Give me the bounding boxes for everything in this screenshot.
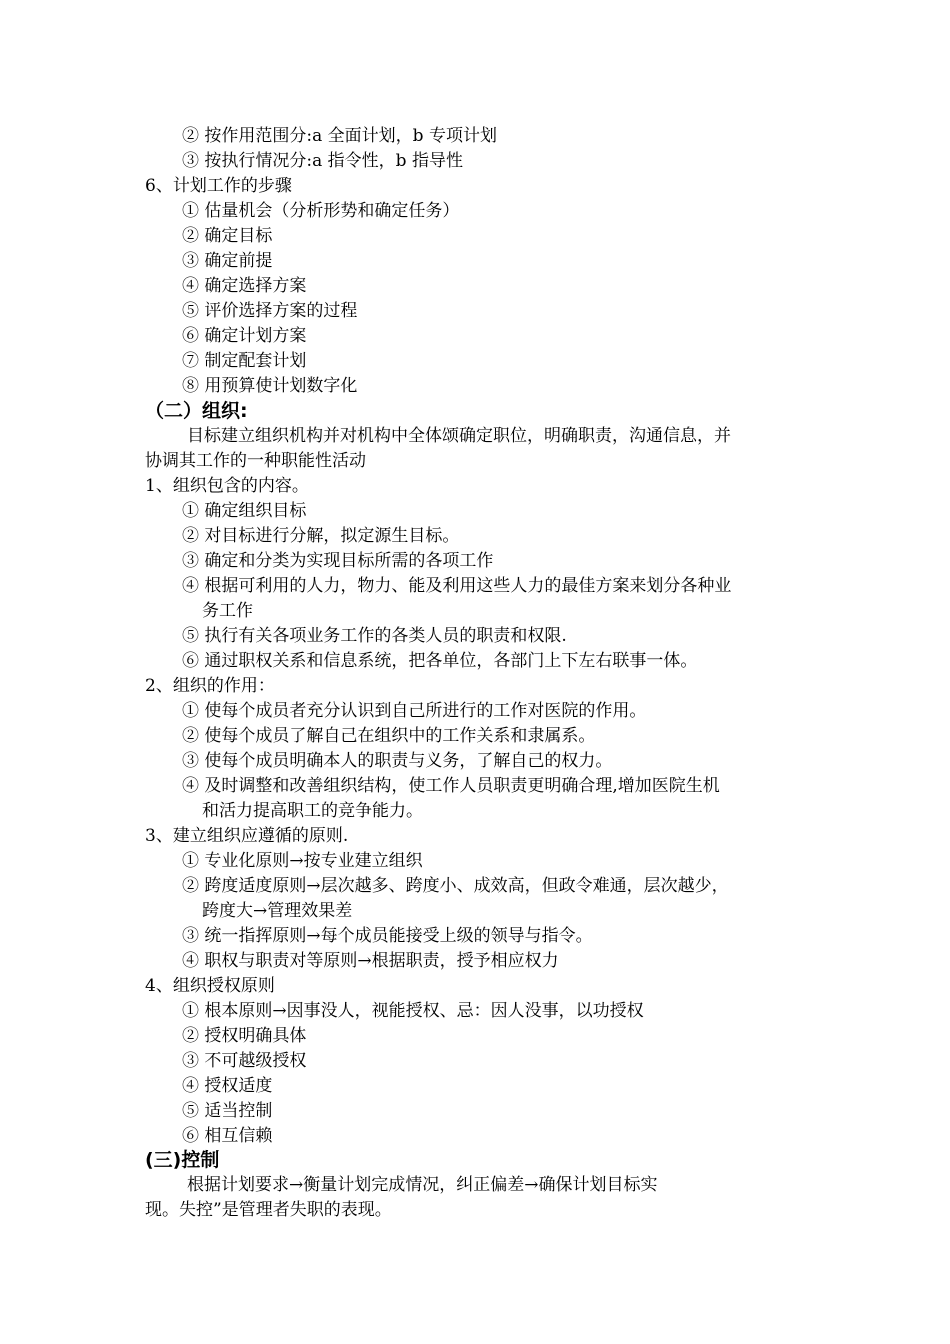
- list-item: ⑧ 用预算使计划数字化: [182, 376, 358, 396]
- list-item: ④ 职权与职责对等原则→根据职责，授予相应权力: [182, 951, 559, 971]
- list-item: ① 根本原则→因事没人，视能授权、忌：因人没事，以功授权: [182, 1001, 644, 1021]
- list-item: ④ 及时调整和改善组织结构，使工作人员职责更明确合理,增加医院生机: [182, 776, 720, 796]
- list-item: ② 确定目标: [182, 226, 273, 246]
- list-item: ③ 使每个成员明确本人的职责与义务，了解自己的权力。: [182, 751, 613, 771]
- list-item-continuation: 和活力提高职工的竞争能力。: [202, 801, 423, 821]
- list-item: ⑤ 执行有关各项业务工作的各类人员的职责和权限.: [182, 626, 567, 646]
- list-item: ⑥ 确定计划方案: [182, 326, 307, 346]
- list-item: ③ 不可越级授权: [182, 1051, 307, 1071]
- list-item-continuation: 跨度大→管理效果差: [202, 901, 353, 921]
- section-title-organization-content: 1、组织包含的内容。: [145, 476, 309, 496]
- list-item: ③ 统一指挥原则→每个成员能接受上级的领导与指令。: [182, 926, 593, 946]
- list-item: ④ 授权适度: [182, 1076, 273, 1096]
- list-item: ② 按作用范围分:a 全面计划，b 专项计划: [182, 126, 497, 146]
- section-title-organization-authorization: 4、组织授权原则: [145, 976, 275, 996]
- paragraph-line: 协调其工作的一种职能性活动: [145, 451, 366, 471]
- section-title-organization-principles: 3、建立组织应遵循的原则.: [145, 826, 349, 846]
- list-item: ③ 按执行情况分:a 指令性，b 指导性: [182, 151, 463, 171]
- paragraph-line: 根据计划要求→衡量计划完成情况，纠正偏差→确保计划目标实: [187, 1175, 658, 1195]
- list-item: ① 使每个成员者充分认识到自己所进行的工作对医院的作用。: [182, 701, 647, 721]
- paragraph-line: 现。失控”是管理者失职的表现。: [145, 1200, 392, 1220]
- list-item: ① 确定组织目标: [182, 501, 307, 521]
- section-title-planning-steps: 6、计划工作的步骤: [145, 176, 292, 196]
- section-heading-control: (三)控制: [145, 1149, 220, 1171]
- section-title-organization-role: 2、组织的作用：: [145, 676, 275, 696]
- list-item: ④ 根据可利用的人力，物力、能及利用这些人力的最佳方案来划分各种业: [182, 576, 732, 596]
- list-item: ③ 确定和分类为实现目标所需的各项工作: [182, 551, 494, 571]
- section-heading-organization: （二）组织:: [145, 400, 248, 422]
- list-item: ③ 确定前提: [182, 251, 273, 271]
- list-item: ⑤ 适当控制: [182, 1101, 273, 1121]
- list-item: ② 授权明确具体: [182, 1026, 307, 1046]
- list-item: ② 跨度适度原则→层次越多、跨度小、成效高，但政令难通，层次越少，: [182, 876, 729, 896]
- list-item: ⑥ 相互信赖: [182, 1126, 273, 1146]
- list-item: ⑦ 制定配套计划: [182, 351, 307, 371]
- list-item: ① 专业化原则→按专业建立组织: [182, 851, 423, 871]
- list-item: ⑤ 评价选择方案的过程: [182, 301, 358, 321]
- paragraph-line: 目标建立组织机构并对机构中全体颂确定职位，明确职责，沟通信息，并: [187, 426, 731, 446]
- list-item: ② 使每个成员了解自己在组织中的工作关系和隶属系。: [182, 726, 596, 746]
- list-item-continuation: 务工作: [202, 601, 253, 621]
- list-item: ⑥ 通过职权关系和信息系统，把各单位，各部门上下左右联事一体。: [182, 651, 698, 671]
- list-item: ① 估量机会（分析形势和确定任务）: [182, 201, 460, 221]
- list-item: ④ 确定选择方案: [182, 276, 307, 296]
- list-item: ② 对目标进行分解，拟定源生目标。: [182, 526, 460, 546]
